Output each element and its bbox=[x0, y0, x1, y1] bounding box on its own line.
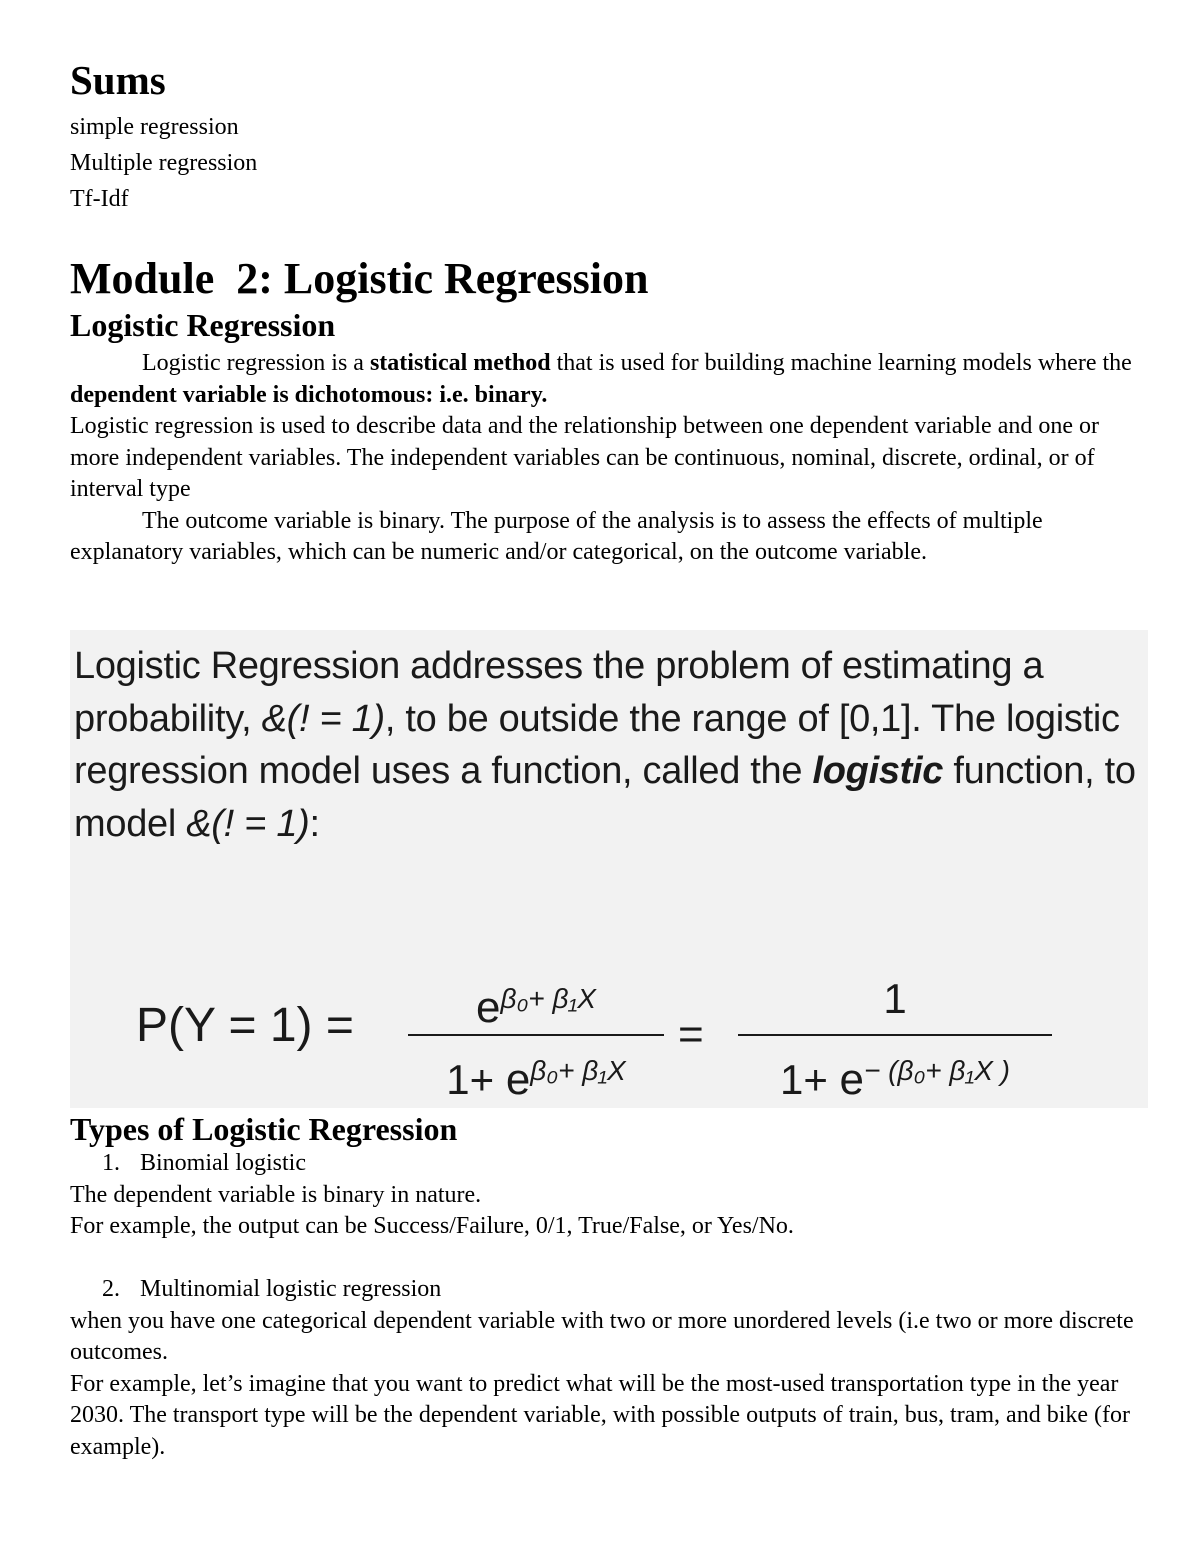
sums-heading: Sums bbox=[70, 57, 166, 103]
list-item: simple regression bbox=[70, 114, 239, 140]
exponent: − (β₀+ β₁X ) bbox=[864, 1055, 1011, 1086]
list-item: Tf-Idf bbox=[70, 186, 129, 212]
exponent: β₀+ β₁X bbox=[530, 1055, 626, 1086]
paragraph: For example, the output can be Success/Failure, 0/1, True/False, or Yes/No. bbox=[70, 1213, 794, 1239]
emphasis-term: logistic bbox=[812, 750, 944, 792]
list-item bbox=[70, 1148, 1140, 1180]
logistic-function-figure bbox=[70, 630, 1148, 1108]
formula-fraction-1 bbox=[408, 968, 664, 1102]
sums-list bbox=[70, 109, 257, 217]
e-symbol: e bbox=[476, 983, 501, 1032]
text-run: that is used for building machine learning models where the bbox=[550, 350, 1132, 376]
paragraph-definition bbox=[70, 348, 1140, 411]
list-item: Multiple regression bbox=[70, 150, 258, 176]
figure-line: Logistic Regression addresses the problem of estimating a bbox=[74, 645, 1044, 687]
formula-lhs: P(Y = 1) = bbox=[136, 999, 354, 1052]
bold-term: dependent variable is dichotomous: i.e. binary. bbox=[70, 381, 548, 408]
paragraph-description: Logistic regression is used to describe data and the relationship between one dependent variable and one or more independent variables. The independent variables can be continuous, nominal, discrete, ordinal, or of interval type bbox=[70, 413, 1099, 502]
fraction-numerator bbox=[408, 968, 664, 1030]
math-expression: &(! = 1) bbox=[261, 697, 385, 740]
formula-equals: = bbox=[678, 1010, 704, 1059]
paragraph: For example, let’s imagine that you want to predict what will be the most-used transportation type in the year 2030. The transport type will be the dependent variable, with possible outputs of train, bus, tram, and bike (for example). bbox=[70, 1370, 1130, 1460]
fraction-numerator: 1 bbox=[883, 975, 907, 1022]
list-number: 1. bbox=[102, 1150, 120, 1176]
spacer bbox=[70, 1243, 1140, 1275]
exponent: β₀+ β₁X bbox=[500, 983, 596, 1014]
fraction-denominator bbox=[738, 1040, 1052, 1102]
formula-fraction-2 bbox=[738, 968, 1052, 1102]
bold-term: statistical method bbox=[369, 350, 551, 376]
text-run: model bbox=[74, 802, 187, 845]
section-heading-logistic-regression: Logistic Regression bbox=[70, 307, 336, 343]
text-run: 1+ bbox=[446, 1056, 506, 1103]
module-heading: Module 2: Logistic Regression bbox=[70, 254, 649, 303]
text-run: probability, bbox=[74, 697, 262, 740]
text-run: : bbox=[309, 802, 320, 845]
e-symbol: e bbox=[839, 1055, 865, 1104]
fraction-denominator bbox=[408, 1040, 664, 1102]
text-run: , to be outside the range of [0,1]. The logistic bbox=[384, 697, 1120, 740]
text-run: function, to bbox=[943, 750, 1136, 792]
list-label: Binomial logistic bbox=[140, 1150, 306, 1176]
text-run: 1+ bbox=[779, 1056, 840, 1103]
paragraph-outcome: The outcome variable is binary. The purpose of the analysis is to assess the effects of multiple explanatory variables, which can be numeric and/or categorical, on the outcome variable. bbox=[70, 507, 1043, 565]
text-run: Logistic regression is a bbox=[142, 350, 370, 376]
math-expression: &(! = 1) bbox=[186, 802, 310, 845]
section-heading-types: Types of Logistic Regression bbox=[70, 1111, 458, 1147]
logistic-formula bbox=[70, 630, 1148, 1108]
list-number: 2. bbox=[102, 1276, 120, 1302]
types-list bbox=[70, 1148, 1140, 1463]
paragraph: The dependent variable is binary in nature. bbox=[70, 1181, 482, 1208]
intro-paragraphs bbox=[70, 348, 1140, 569]
list-item bbox=[70, 1274, 1140, 1306]
e-symbol: e bbox=[505, 1055, 531, 1104]
fraction-bar bbox=[738, 1034, 1052, 1036]
paragraph: when you have one categorical dependent variable with two or more unordered levels (i.e two or more discrete outcomes. bbox=[70, 1307, 1134, 1365]
list-label: Multinomial logistic regression bbox=[140, 1276, 442, 1302]
text-run: regression model uses a function, called the bbox=[74, 750, 813, 792]
fraction-bar bbox=[408, 1034, 664, 1036]
